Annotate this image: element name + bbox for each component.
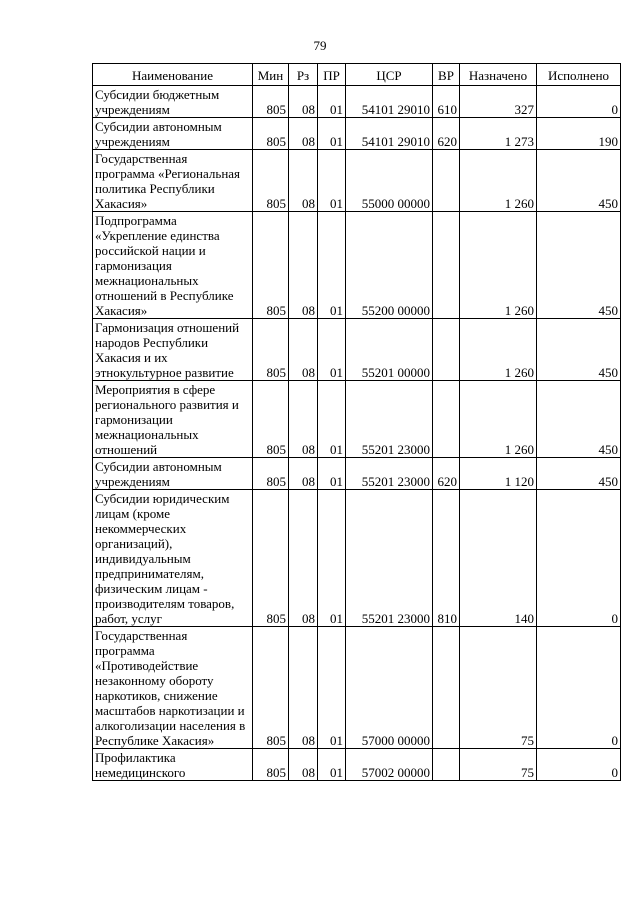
cell-csr: 57000 00000 [346, 627, 433, 749]
cell-executed: 0 [537, 749, 621, 781]
cell-vr: 610 [433, 86, 460, 118]
cell-executed: 450 [537, 458, 621, 490]
cell-min: 805 [253, 212, 289, 319]
cell-csr: 54101 29010 [346, 86, 433, 118]
table-row [93, 749, 621, 781]
cell-rz: 08 [289, 150, 318, 212]
cell-executed: 450 [537, 381, 621, 458]
cell-assigned: 1 260 [460, 212, 537, 319]
cell-rz: 08 [289, 458, 318, 490]
table-row [93, 118, 621, 150]
cell-assigned: 1 260 [460, 381, 537, 458]
cell-assigned: 1 273 [460, 118, 537, 150]
cell-pr: 01 [318, 118, 346, 150]
header-rz: Рз [289, 64, 318, 86]
header-csr: ЦСР [346, 64, 433, 86]
cell-pr: 01 [318, 458, 346, 490]
header-assigned: Назначено [460, 64, 537, 86]
cell-vr [433, 212, 460, 319]
cell-name: Мероприятия в сфере регионального развития и гармонизации межнациональных отношений [93, 381, 253, 458]
cell-name: Подпрограмма «Укрепление единства российской нации и гармонизация межнациональных отношений в Республике Хакасия» [93, 212, 253, 319]
cell-assigned: 75 [460, 627, 537, 749]
table-row [93, 212, 621, 319]
cell-csr: 55201 23000 [346, 458, 433, 490]
cell-rz: 08 [289, 118, 318, 150]
cell-pr: 01 [318, 212, 346, 319]
table-row [93, 319, 621, 381]
cell-assigned: 75 [460, 749, 537, 781]
cell-rz: 08 [289, 490, 318, 627]
cell-csr: 55200 00000 [346, 212, 433, 319]
table-row [93, 490, 621, 627]
cell-name: Государственная программа «Противодействие незаконному обороту наркотиков, снижение масштабов наркотизации и алкоголизации населения в Республике Хакасия» [93, 627, 253, 749]
cell-name: Субсидии автономным учреждениям [93, 118, 253, 150]
cell-vr: 810 [433, 490, 460, 627]
cell-pr: 01 [318, 627, 346, 749]
cell-name: Профилактика немедицинского [93, 749, 253, 781]
cell-rz: 08 [289, 627, 318, 749]
page-number: 79 [313, 38, 327, 53]
table-row [93, 627, 621, 749]
cell-name: Гармонизация отношений народов Республики Хакасия и их этнокультурное развитие [93, 319, 253, 381]
header-name: Наименование [93, 64, 253, 86]
cell-assigned: 1 260 [460, 150, 537, 212]
cell-rz: 08 [289, 381, 318, 458]
budget-table [92, 63, 621, 781]
cell-executed: 0 [537, 86, 621, 118]
cell-vr [433, 319, 460, 381]
cell-executed: 190 [537, 118, 621, 150]
cell-executed: 450 [537, 319, 621, 381]
cell-rz: 08 [289, 212, 318, 319]
header-executed: Исполнено [537, 64, 621, 86]
cell-vr: 620 [433, 458, 460, 490]
cell-vr [433, 150, 460, 212]
cell-executed: 0 [537, 490, 621, 627]
cell-pr: 01 [318, 749, 346, 781]
cell-csr: 55000 00000 [346, 150, 433, 212]
cell-pr: 01 [318, 381, 346, 458]
cell-assigned: 140 [460, 490, 537, 627]
cell-csr: 55201 23000 [346, 490, 433, 627]
cell-csr: 57002 00000 [346, 749, 433, 781]
cell-min: 805 [253, 150, 289, 212]
table-row [93, 381, 621, 458]
cell-min: 805 [253, 319, 289, 381]
table-row [93, 458, 621, 490]
cell-name: Субсидии автономным учреждениям [93, 458, 253, 490]
cell-min: 805 [253, 458, 289, 490]
cell-csr: 54101 29010 [346, 118, 433, 150]
cell-min: 805 [253, 86, 289, 118]
cell-assigned: 1 120 [460, 458, 537, 490]
cell-rz: 08 [289, 749, 318, 781]
header-vr: ВР [433, 64, 460, 86]
cell-csr: 55201 00000 [346, 319, 433, 381]
cell-min: 805 [253, 749, 289, 781]
header-min: Мин [253, 64, 289, 86]
cell-assigned: 327 [460, 86, 537, 118]
cell-name: Субсидии юридическим лицам (кроме некоммерческих организаций), индивидуальным предпринимателям, физическим лицам - производителям товаров, работ, услуг [93, 490, 253, 627]
header-pr: ПР [318, 64, 346, 86]
cell-vr: 620 [433, 118, 460, 150]
cell-vr [433, 381, 460, 458]
cell-vr [433, 749, 460, 781]
cell-executed: 450 [537, 212, 621, 319]
table-header-row [93, 64, 621, 86]
cell-pr: 01 [318, 150, 346, 212]
cell-min: 805 [253, 490, 289, 627]
cell-min: 805 [253, 118, 289, 150]
table-row [93, 150, 621, 212]
table-row [93, 86, 621, 118]
cell-executed: 450 [537, 150, 621, 212]
cell-rz: 08 [289, 86, 318, 118]
cell-pr: 01 [318, 86, 346, 118]
cell-assigned: 1 260 [460, 319, 537, 381]
cell-name: Субсидии бюджетным учреждениям [93, 86, 253, 118]
cell-min: 805 [253, 627, 289, 749]
cell-name: Государственная программа «Региональная политика Республики Хакасия» [93, 150, 253, 212]
cell-pr: 01 [318, 319, 346, 381]
cell-vr [433, 627, 460, 749]
cell-rz: 08 [289, 319, 318, 381]
cell-executed: 0 [537, 627, 621, 749]
cell-pr: 01 [318, 490, 346, 627]
cell-csr: 55201 23000 [346, 381, 433, 458]
cell-min: 805 [253, 381, 289, 458]
